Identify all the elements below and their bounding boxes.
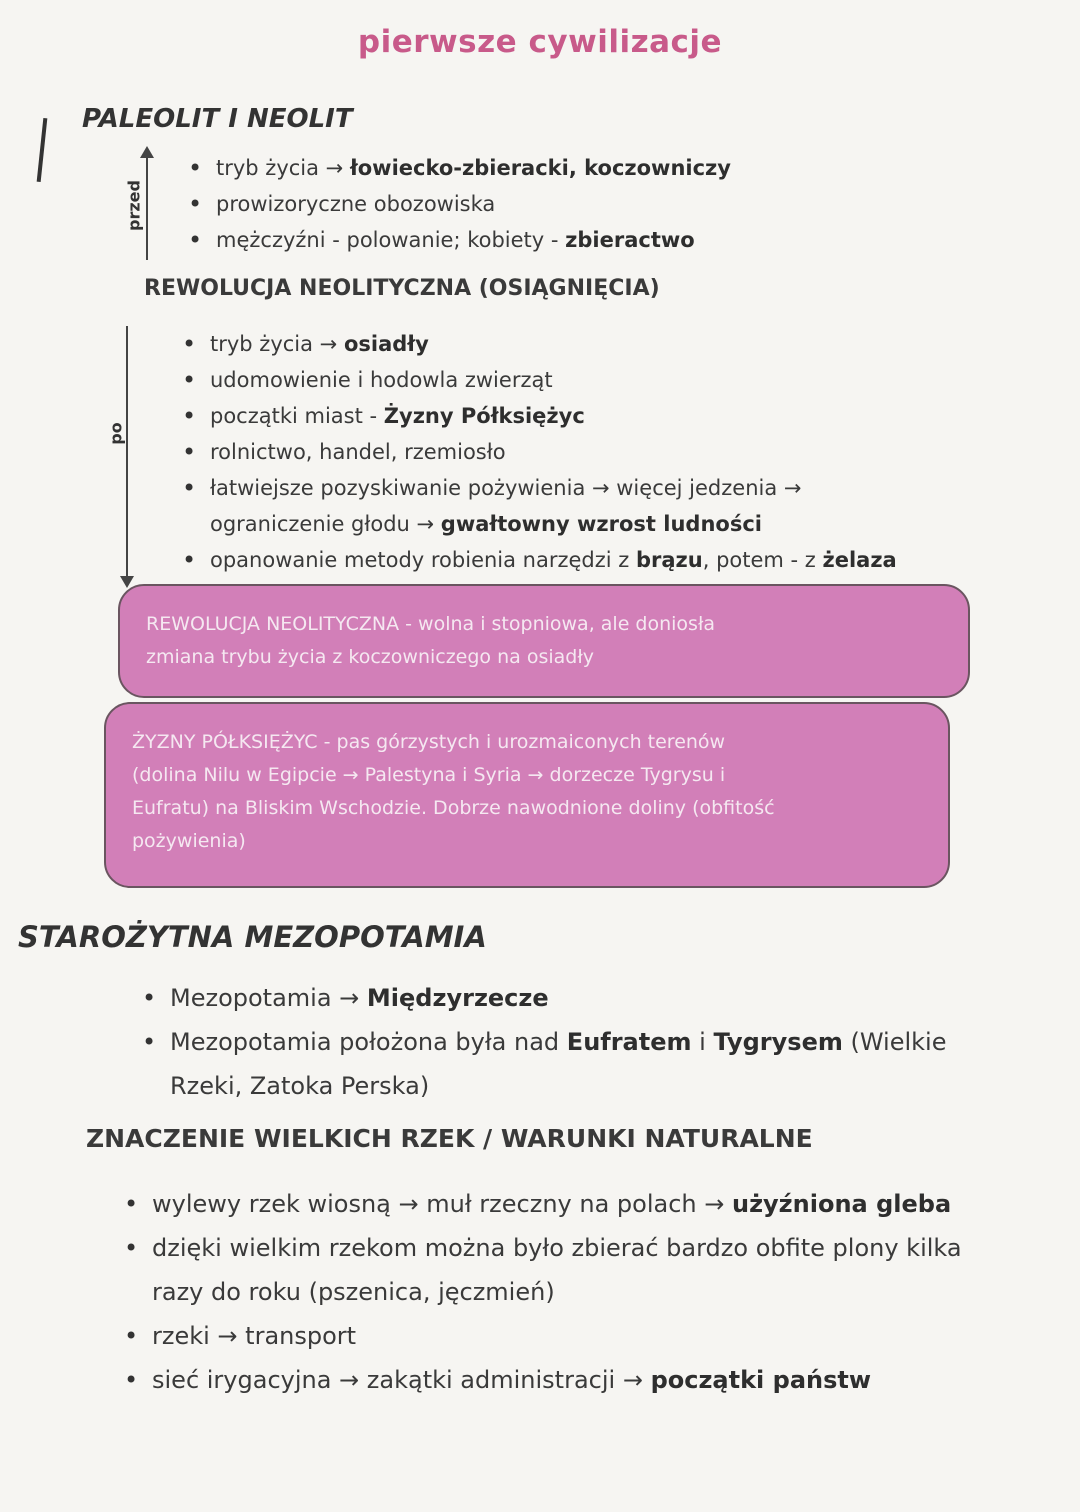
list-item: • Mezopotamia → Międzyrzecze: [136, 976, 947, 1020]
list-item: • Mezopotamia położona była nad Eufratem i Tygrysem (Wielkie Rzeki, Zatoka Perska): [136, 1020, 947, 1108]
subheading-znaczenie: ZNACZENIE WIELKICH RZEK / WARUNKI NATURALNE: [86, 1124, 813, 1153]
timeline-arrow-down: [126, 326, 128, 580]
page-title: pierwsze cywilizacje: [357, 24, 723, 60]
definition-box-rewolucja: REWOLUCJA NEOLITYCZNA - wolna i stopniowa, ale doniosła zmiana trybu życia z koczowniczego na osiadły: [118, 584, 970, 698]
section-heading-paleolit: PALEOLIT I NEOLIT: [82, 104, 353, 134]
list-item: • rolnictwo, handel, rzemiosło: [176, 434, 897, 470]
list-item: • prowizoryczne obozowiska: [182, 186, 731, 222]
list-after: [176, 326, 897, 578]
list-item: • tryb życia → łowiecko-zbieracki, koczowniczy: [182, 150, 731, 186]
list-item: • udomowienie i hodowla zwierząt: [176, 362, 897, 398]
box-term: ŻYZNY PÓŁKSIĘŻYC: [132, 731, 318, 753]
section-heading-mezopotamia: STAROŻYTNA MEZOPOTAMIA: [18, 920, 487, 954]
list-item: • początki miast - Żyzny Półksiężyc: [176, 398, 897, 434]
list-mezopotamia: [136, 976, 947, 1108]
list-rivers: [118, 1182, 962, 1402]
list-item: • łatwiejsze pozyskiwanie pożywienia → więcej jedzenia → ograniczenie głodu → gwałtowny wzrost ludności: [176, 470, 897, 542]
label-po: po: [106, 422, 126, 445]
list-item: • wylewy rzek wiosną → muł rzeczny na polach → użyźniona gleba: [118, 1182, 962, 1226]
list-item: • rzeki → transport: [118, 1314, 962, 1358]
margin-mark: [37, 118, 48, 182]
list-item: • dzięki wielkim rzekom można było zbierać bardzo obfite plony kilka razy do roku (pszenica, jęczmień): [118, 1226, 962, 1314]
list-item: • sieć irygacyjna → zakątki administracji → początki państw: [118, 1358, 962, 1402]
list-item: • tryb życia → osiadły: [176, 326, 897, 362]
label-przed: przed: [124, 180, 144, 231]
box-term: REWOLUCJA NEOLITYCZNA: [146, 613, 400, 635]
list-item: • opanowanie metody robienia narzędzi z brązu, potem - z żelaza: [176, 542, 897, 578]
timeline-arrow-up: [146, 156, 148, 260]
list-before: [182, 150, 731, 258]
list-item: • mężczyźni - polowanie; kobiety - zbieractwo: [182, 222, 731, 258]
definition-box-polksiezyc: ŻYZNY PÓŁKSIĘŻYC - pas górzystych i urozmaiconych terenów (dolina Nilu w Egipcie → Palestyna i Syria → dorzecze Tygrysu i Eufratu) na Bliskim Wschodzie. Dobrze nawodnione doliny (obfitość pożywienia): [104, 702, 950, 888]
arrow-up-icon: [140, 146, 154, 158]
subheading-rewolucja: REWOLUCJA NEOLITYCZNA (OSIĄGNIĘCIA): [144, 276, 660, 301]
